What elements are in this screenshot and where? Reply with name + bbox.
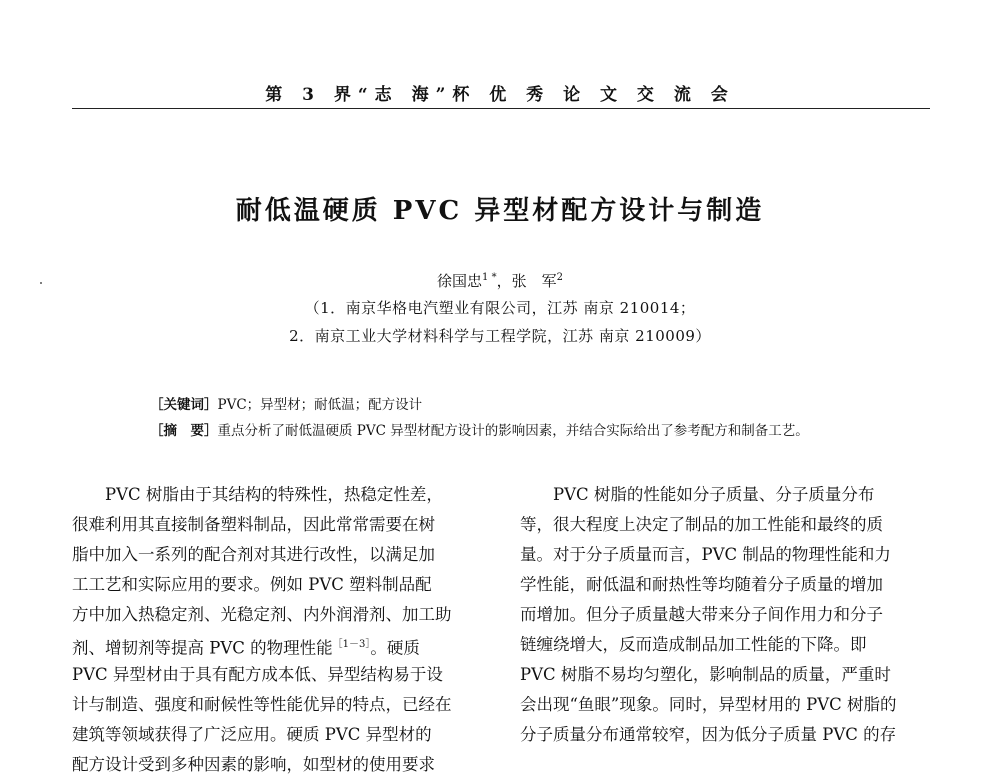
- body-line: 学性能，耐低温和耐热性等均随着分子质量的增加: [520, 575, 883, 594]
- body-line: PVC 树脂的性能如分子质量、分子质量分布: [520, 485, 875, 504]
- author-line: [0, 270, 1000, 291]
- header-rule: [72, 108, 930, 109]
- body-line: 脂中加入一系列的配合剂对其进行改性，以满足加: [72, 545, 435, 564]
- author-2-affil: 2: [556, 272, 563, 283]
- body-line: PVC 树脂由于其结构的特殊性，热稳定性差，: [72, 485, 443, 504]
- body-line-tail: 。硬质: [370, 638, 420, 658]
- body-line: 链缠绕增大，反而造成制品加工性能的下降。即: [520, 635, 867, 654]
- body-line: 而增加。但分子质量越大带来分子间作用力和分子: [520, 605, 883, 624]
- keywords-label: ［关键词］: [150, 397, 218, 413]
- body-line: 方中加入热稳定剂、光稳定剂、内外润滑剂、加工助: [72, 605, 452, 624]
- affiliation-1: （1．南京华格电汽塑业有限公司，江苏 南京 210014；: [304, 299, 696, 317]
- body-line: 分子质量分布通常较窄，因为低分子质量 PVC 的存: [520, 725, 897, 744]
- abstract-label: ［摘 要］: [150, 423, 218, 439]
- affiliation-2: 2．南京工业大学材料科学与工程学院，江苏 南京 210009）: [289, 327, 711, 345]
- citation-ref: ［1－3］: [332, 639, 371, 650]
- body-line: 计与制造、强度和耐候性等性能优异的特点，已经在: [72, 695, 452, 714]
- body-column-left: [72, 480, 492, 780]
- body-line: 会出现“鱼眼”现象。同时，异型材用的 PVC 树脂的: [520, 695, 897, 714]
- keywords-text: PVC；异型材；耐低温；配方设计: [217, 397, 423, 413]
- abstract-text: 重点分析了耐低温硬质 PVC 异型材配方设计的影响因素，并结合实际给出了参考配方和制备工艺。: [217, 423, 809, 439]
- keywords: [150, 393, 950, 413]
- abstract: [150, 419, 950, 439]
- author-1: 徐国忠: [437, 272, 483, 290]
- body-line-text: 剂、增韧剂等提高 PVC 的物理性能: [72, 638, 333, 658]
- author-1-affil: 1 *: [482, 272, 497, 283]
- body-line: 量。对于分子质量而言，PVC 制品的物理性能和力: [520, 545, 891, 564]
- body-line: 配方设计受到多种因素的影响，如型材的使用要求: [72, 755, 435, 774]
- body-line-with-citation: [72, 630, 492, 660]
- body-line: 工工艺和实际应用的要求。例如 PVC 塑料制品配: [72, 575, 432, 594]
- body-line: 等，很大程度上决定了制品的加工性能和最终的质: [520, 515, 883, 534]
- author-separator: ，: [496, 272, 512, 290]
- body-line: PVC 异型材由于具有配方成本低、异型结构易于设: [72, 665, 443, 684]
- body-line: 很难利用其直接制备塑料制品，因此常常需要在树: [72, 515, 435, 534]
- author-2: 张 军: [511, 272, 557, 290]
- paper-title: 耐低温硬质 PVC 异型材配方设计与制造: [235, 196, 765, 226]
- body-column-right: [520, 480, 940, 750]
- body-line: 建筑等领域获得了广泛应用。硬质 PVC 异型材的: [72, 725, 432, 744]
- body-line: PVC 树脂不易均匀塑化，影响制品的质量，严重时: [520, 665, 891, 684]
- conference-header: 第 3 界“志 海”杯 优 秀 论 文 交 流 会: [265, 85, 735, 105]
